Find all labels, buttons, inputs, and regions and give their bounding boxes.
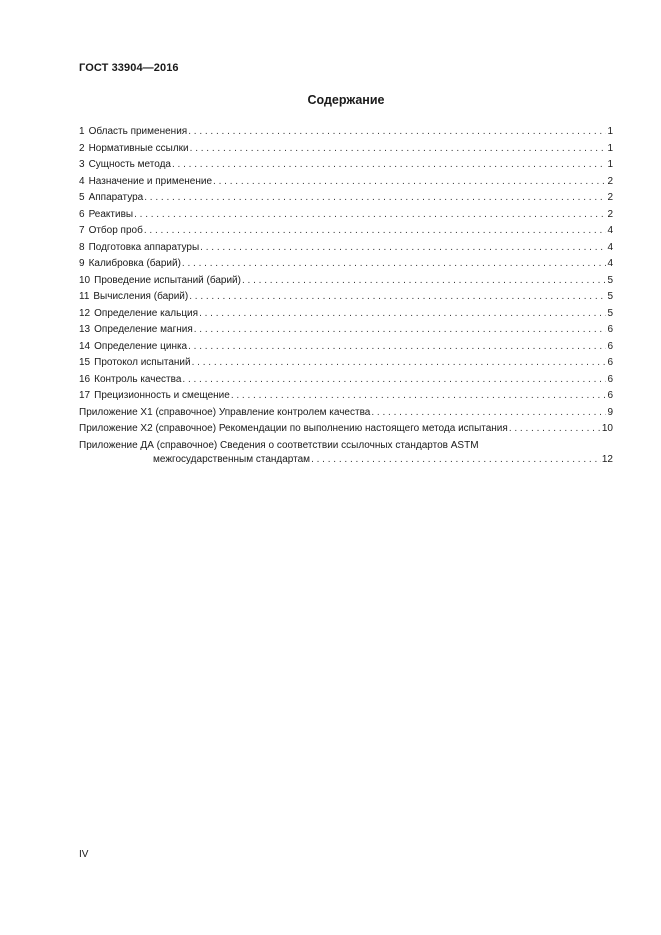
toc-entry-page: 5	[607, 274, 613, 286]
toc-entry[interactable]	[79, 223, 613, 240]
toc-entry-number: 4	[79, 175, 85, 187]
dot-leader	[182, 256, 607, 273]
toc-appendix-entry[interactable]	[79, 421, 613, 438]
toc-entry-number: 6	[79, 208, 85, 220]
toc-entry-number: 3	[79, 159, 85, 170]
toc-entry[interactable]	[79, 306, 613, 323]
dot-leader	[144, 190, 606, 207]
dot-leader	[188, 124, 606, 141]
toc-entry[interactable]	[79, 273, 613, 290]
dot-leader	[509, 421, 601, 438]
toc-entry[interactable]	[79, 339, 613, 356]
toc-entry-number: 16	[79, 373, 91, 385]
toc-entry-number: 1	[79, 126, 85, 137]
toc-entry-page: 1	[607, 159, 613, 170]
toc-entry-label: Контроль качества	[94, 373, 182, 385]
toc-entry-number: 2	[79, 142, 85, 154]
toc-entry[interactable]	[79, 256, 613, 273]
toc-entry-label: Определение цинка	[94, 340, 188, 352]
page-number: IV	[79, 849, 89, 860]
toc-entry-label: Калибровка (барий)	[88, 258, 181, 269]
toc-entry-page: 6	[607, 373, 613, 385]
toc-entry-page: 4	[607, 258, 613, 269]
dot-leader	[311, 452, 601, 469]
dot-leader	[231, 388, 607, 405]
toc-entry[interactable]	[79, 289, 613, 306]
document-code: ГОСТ 33904—2016	[79, 62, 179, 74]
toc-entry-number: 10	[79, 274, 91, 286]
toc-entry-page: 4	[607, 241, 613, 253]
toc-entry-number: 11	[79, 291, 90, 302]
toc-appendix-label: Приложение Х2 (справочное) Рекомендации по выполнению настоящего метода испытания	[79, 423, 508, 434]
toc-entry[interactable]	[79, 207, 613, 224]
toc-entry[interactable]	[79, 124, 613, 141]
dot-leader	[242, 273, 606, 290]
toc-entry-page: 6	[607, 390, 613, 401]
dot-leader	[371, 405, 606, 422]
toc-entry[interactable]	[79, 190, 613, 207]
toc-entry-label: Назначение и применение	[88, 175, 213, 187]
toc-appendix-entry[interactable]	[79, 438, 613, 452]
dot-leader	[172, 157, 606, 174]
toc-entry-page: 2	[607, 208, 613, 220]
toc-entry[interactable]	[79, 322, 613, 339]
toc-title: Содержание	[307, 93, 385, 107]
dot-leader	[188, 339, 606, 356]
toc-appendix-label: Приложение Х1 (справочное) Управление контролем качества	[79, 406, 371, 418]
toc-entry-page: 5	[607, 291, 613, 302]
toc-entry[interactable]	[79, 388, 613, 405]
toc-entry-page: 1	[607, 126, 613, 137]
toc-entry-label: Протокол испытаний	[94, 357, 191, 368]
toc-entry-number: 8	[79, 241, 85, 253]
toc-appendix-page: 12	[601, 453, 613, 465]
toc-entry-label: Область применения	[88, 126, 188, 137]
toc-entry-label: Вычисления (барий)	[93, 291, 189, 302]
toc-entry-number: 15	[79, 357, 91, 368]
toc-appendix-entry-continued[interactable]	[79, 452, 613, 469]
toc-appendix-label-continued: межгосударственным стандартам	[153, 453, 311, 465]
toc-entry-page: 1	[607, 142, 613, 154]
toc-appendix-page: 10	[601, 423, 613, 434]
toc-entry-label: Проведение испытаний (барий)	[94, 274, 241, 286]
dot-leader	[189, 289, 606, 306]
dot-leader	[144, 223, 607, 240]
dot-leader	[182, 372, 606, 389]
toc-entry[interactable]	[79, 174, 613, 191]
toc-entry-label: Нормативные ссылки	[88, 142, 189, 154]
dot-leader	[199, 306, 606, 323]
toc-entry-label: Определение кальция	[94, 307, 199, 319]
toc-entry[interactable]	[79, 355, 613, 372]
dot-leader	[200, 240, 606, 257]
toc-entry-page: 2	[607, 175, 613, 187]
toc-entry[interactable]	[79, 141, 613, 158]
table-of-contents	[79, 124, 613, 468]
dot-leader	[213, 174, 606, 191]
toc-entry-label: Прецизионность и смещение	[94, 390, 230, 401]
dot-leader	[134, 207, 606, 224]
toc-appendix-label: Приложение ДА (справочное) Сведения о соответствии ссылочных стандартов ASTM	[79, 439, 479, 451]
toc-entry-label: Определение магния	[94, 324, 193, 335]
toc-entry-number: 9	[79, 258, 85, 269]
dot-leader	[192, 355, 607, 372]
toc-entry-number: 7	[79, 225, 85, 236]
toc-appendix-page: 9	[607, 406, 613, 418]
toc-entry-page: 4	[607, 225, 613, 236]
toc-entry-number: 13	[79, 324, 91, 335]
toc-entry-number: 12	[79, 307, 91, 319]
toc-entry[interactable]	[79, 372, 613, 389]
toc-entry-page: 2	[607, 192, 613, 203]
toc-entry[interactable]	[79, 240, 613, 257]
dot-leader	[190, 141, 607, 158]
toc-entry-page: 6	[607, 324, 613, 335]
toc-entry-label: Аппаратура	[88, 192, 144, 203]
toc-appendix-entry[interactable]	[79, 405, 613, 422]
toc-entry-page: 5	[607, 307, 613, 319]
toc-entry[interactable]	[79, 157, 613, 174]
toc-entry-label: Реактивы	[88, 208, 134, 220]
toc-entry-label: Отбор проб	[88, 225, 143, 236]
toc-entry-label: Сущность метода	[88, 159, 171, 170]
dot-leader	[194, 322, 607, 339]
toc-entry-page: 6	[607, 340, 613, 352]
toc-entry-number: 5	[79, 192, 85, 203]
toc-entry-page: 6	[607, 357, 613, 368]
toc-entry-number: 14	[79, 340, 91, 352]
toc-entry-label: Подготовка аппаратуры	[88, 241, 200, 253]
toc-entry-number: 17	[79, 390, 91, 401]
